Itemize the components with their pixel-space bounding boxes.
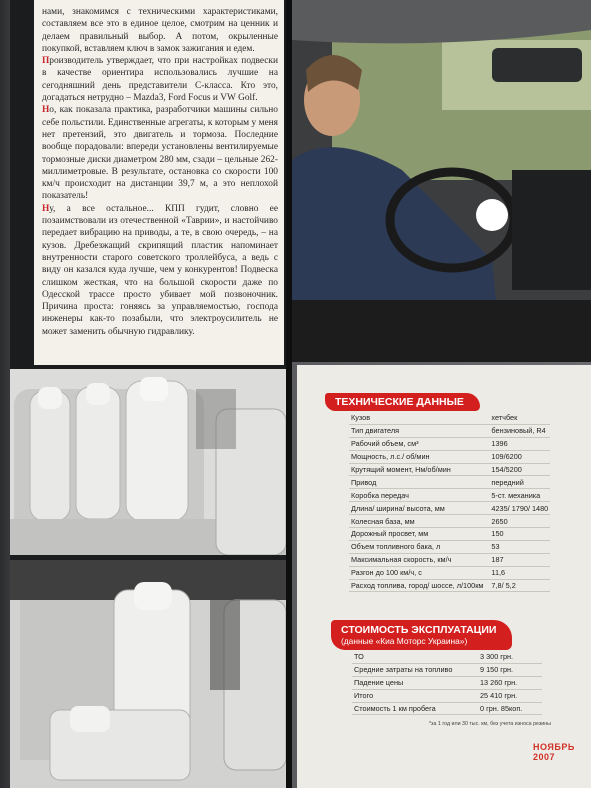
spec-label: Объем топливного бака, л <box>349 540 485 553</box>
cost-value: 25 410 грн. <box>474 689 542 702</box>
table-row <box>349 424 550 437</box>
article-text-block <box>34 0 284 365</box>
spec-value: бензиновый, R4 <box>485 424 550 437</box>
spec-label: Разгон до 100 км/ч, с <box>349 566 485 579</box>
driver-illustration <box>292 0 591 362</box>
folio: НОЯБРЬ 2007 <box>533 742 575 762</box>
spec-label: Крутящий момент, Нм/об/мин <box>349 463 485 476</box>
article-body <box>42 6 278 338</box>
table-row <box>349 412 550 424</box>
table-row <box>352 651 542 663</box>
cost-value: 0 грн. 85коп. <box>474 702 542 715</box>
driver-photo <box>292 0 591 362</box>
specs-page <box>297 365 591 788</box>
spec-value: 11,6 <box>485 566 550 579</box>
table-row <box>352 676 542 689</box>
spec-value: хетчбек <box>485 412 550 424</box>
paragraph-3 <box>42 104 278 202</box>
table-row <box>349 437 550 450</box>
spec-value: 154/5200 <box>485 463 550 476</box>
table-row <box>352 702 542 715</box>
spec-label: Мощность, л.с./ об/мин <box>349 450 485 463</box>
spec-value: 1396 <box>485 437 550 450</box>
paragraph-text: у, а все остальное... КПП гудит, словно ее позаимствовали из отечественной «Таврии», и настойчиво передает вибрацию на приводы, а те, в свою очередь, – на кузов. Дребезжащий скрипящий пластик напоминает внутренности старого советского троллейбуса, а ведь с виду он казался куда лучше, чем у конкурентов! Подвеска слишком жесткая, что на большой скорости даже по Одесской трассе просто убивает мой позвоночник. Причина проста: гоняясь за управляемостью, господа инженеры как-то позабыли, что электроусилитель не может заменить обычную гидравлику. <box>42 203 278 337</box>
paragraph-text: роизводитель утверждает, что при настройках подвески в качестве ориентира использовались лучшие на сегодняшний день представители С-класса. Кто это, догадаться нетрудно – Mazda3, Ford Focus и VW Golf. <box>42 56 278 104</box>
spec-label: Дорожный просвет, мм <box>349 528 485 541</box>
cost-label: ТО <box>352 651 474 663</box>
table-row <box>349 553 550 566</box>
specs-title: ТЕХНИЧЕСКИЕ ДАННЫЕ <box>325 393 480 411</box>
table-row <box>349 463 550 476</box>
table-row <box>349 515 550 528</box>
drop-cap: Н <box>42 105 50 116</box>
specs-table <box>349 412 550 592</box>
table-row <box>352 689 542 702</box>
spec-value: передний <box>485 476 550 489</box>
paragraph-2 <box>42 55 278 104</box>
costs-table <box>352 651 542 715</box>
folded-seat-illustration <box>10 560 286 788</box>
spec-label: Колесная база, мм <box>349 515 485 528</box>
table-row <box>349 540 550 553</box>
spec-label: Привод <box>349 476 485 489</box>
table-row <box>349 476 550 489</box>
footnote: *за 1 год или 30 тыс. км, без учета износа резины <box>429 721 551 727</box>
rear-seats-photo <box>10 369 286 555</box>
cost-label: Итого <box>352 689 474 702</box>
table-row <box>349 579 550 592</box>
paragraph-1 <box>42 6 278 55</box>
spec-value: 53 <box>485 540 550 553</box>
table-row <box>349 450 550 463</box>
spec-label: Расход топлива, город/ шоссе, л/100км <box>351 581 484 591</box>
paragraph-4 <box>42 203 278 338</box>
spec-label: Длина/ ширина/ высота, мм <box>349 502 485 515</box>
spec-value: 109/6200 <box>485 450 550 463</box>
spec-value: 150 <box>485 528 550 541</box>
spec-value: 4235/ 1790/ 1480 <box>485 502 550 515</box>
cost-value: 9 150 грн. <box>474 663 542 676</box>
table-row <box>349 566 550 579</box>
table-row <box>349 502 550 515</box>
spec-label: Коробка передач <box>349 489 485 502</box>
costs-title-banner <box>331 620 512 650</box>
paragraph-text: о, как показала практика, разработчики машины сильно себе польстили. Единственные агрегаты, к которым у меня нет претензий, это двигатель и тормоза. Последние вообще порадовали: впереди установлены вентилируемые тормозные диски диаметром 280 мм, сзади – цельные 262-миллиметровые. В результате, остановка со скорости 100 км/ч происходит на дистанции 39,7 м, а это неплохой показатель! <box>42 105 278 202</box>
table-row <box>352 663 542 676</box>
spec-label: Кузов <box>349 412 485 424</box>
rear-seats-illustration <box>10 369 286 555</box>
spec-label: Рабочий объем, см³ <box>349 437 485 450</box>
drop-cap: П <box>42 56 50 67</box>
table-row <box>349 489 550 502</box>
spec-value: 2650 <box>485 515 550 528</box>
spec-value: 187 <box>485 553 550 566</box>
spec-value: 7,8/ 5,2 <box>485 579 550 592</box>
cost-value: 13 260 грн. <box>474 676 542 689</box>
drop-cap: Н <box>42 203 50 214</box>
paragraph-text: нами, знакомимся с техническими характеристиками, составляем все это в единое целое, смотрим на ценник и делаем правильный выбор. А потом, окрыленные покупкой, вставляем ключ в замок зажигания и едем. <box>42 7 278 54</box>
costs-title: СТОИМОСТЬ ЭКСПЛУАТАЦИИ <box>341 624 497 636</box>
cost-label: Средние затраты на топливо <box>352 663 474 676</box>
costs-subtitle: (данные «Киа Моторс Украина») <box>341 636 468 646</box>
spec-label: Максимальная скорость, км/ч <box>349 553 485 566</box>
cost-label: Стоимость 1 км пробега <box>352 702 474 715</box>
rear-seat-folded-photo <box>10 560 286 788</box>
table-row <box>349 528 550 541</box>
spec-value: 5-ст. механика <box>485 489 550 502</box>
cost-label: Падение цены <box>352 676 474 689</box>
spec-label: Тип двигателя <box>349 424 485 437</box>
cost-value: 3 300 грн. <box>474 651 542 663</box>
